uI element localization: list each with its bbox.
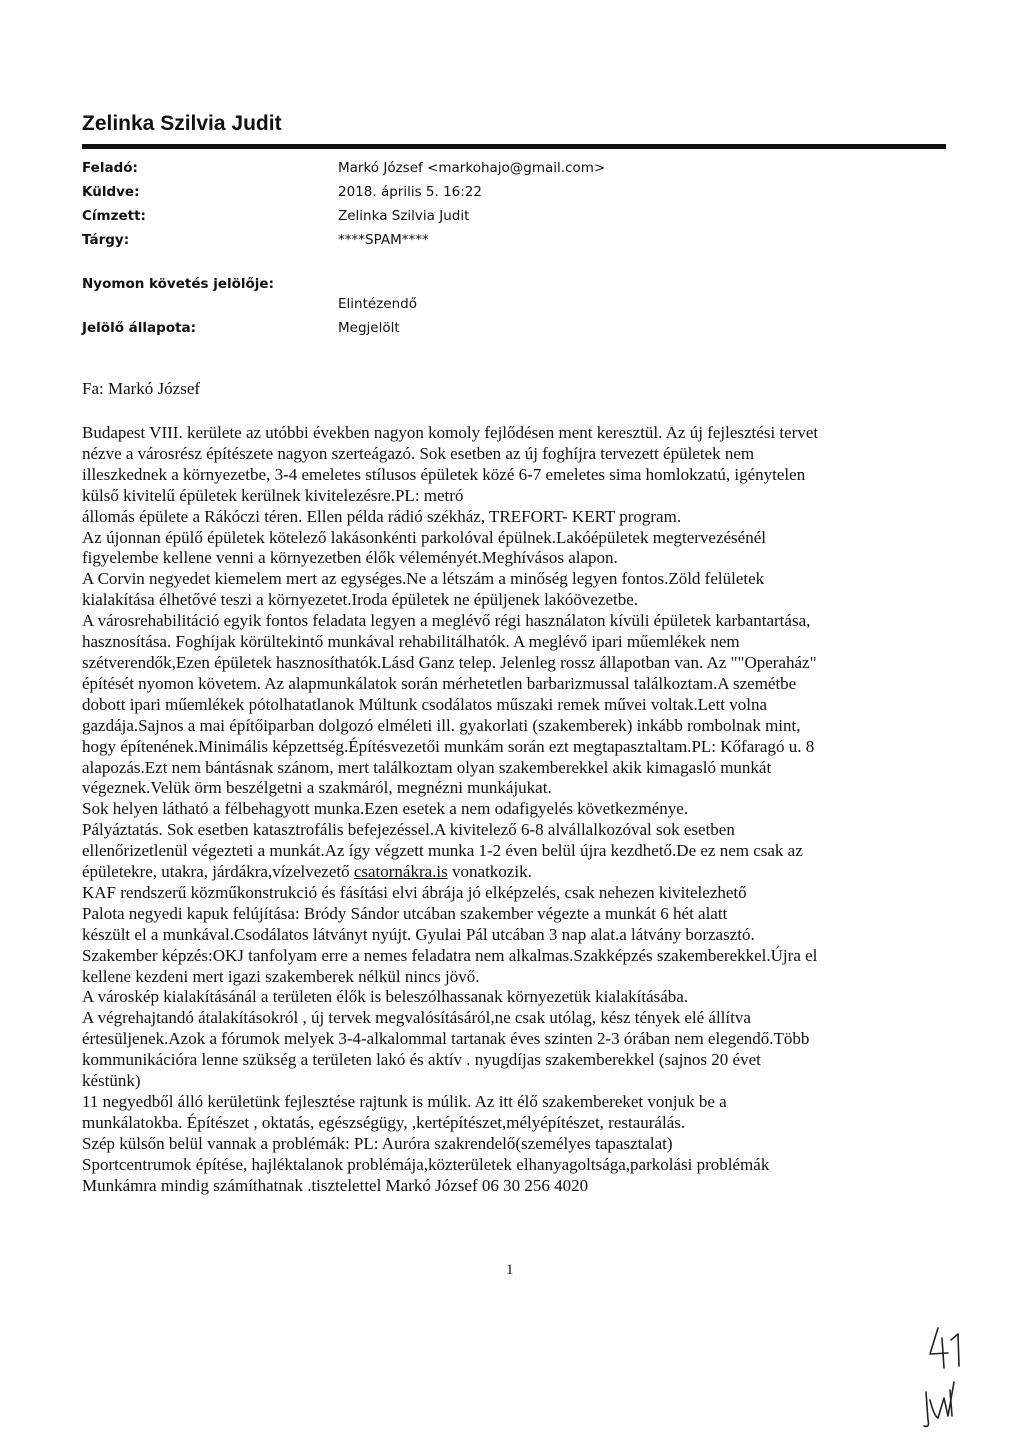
status-value: Megjelölt (338, 320, 400, 336)
body-line: kellene kezdeni mert igazi szakemberek nélkül nincs jövő. (82, 966, 480, 986)
body-line: Szakember képzés:OKJ tanfolyam erre a nemes feladatra nem alkalmas.Szakképzés szakemberekkel.Újra el (82, 945, 818, 965)
tracking-value: Elintézendő (338, 296, 417, 312)
link-suffix: vonatkozik. (447, 862, 532, 882)
recipient-label: Címzett: (82, 208, 146, 224)
body-line: Budapest VIII. kerülete az utóbbi években nagyon komoly fejlődésen ment keresztül. Az új fejlesztési tervet (82, 423, 819, 442)
body-line: végeznek.Velük örm beszélgetni a szakmáról, megnézni munkájukat. (82, 778, 552, 798)
link-prefix: épületekre, utakra, járdákra,vízelvezető (82, 862, 354, 882)
body-line: ellenőrizetlenül végezteti a munkát.Az így végzett munka 1-2 éven belül újra kezdhető.De ez nem csak az (82, 841, 803, 861)
body-line: építését nyomon követem. Az alapmunkálatok során mérhetetlen barbarizmussal találkoztam.A szemétbe (82, 673, 797, 693)
body-line: A városrehabilitáció egyik fontos feladata legyen a meglévő régi használaton kívüli épületek karbantartása, (82, 611, 811, 631)
body-line: Pályáztatás. Sok esetben katasztrofális befejezéssel.A kivitelező 6-8 alvállalkozóval sok esetben (82, 820, 735, 840)
body-line: külső kivitelű épületek kerülnek kivitelezésre.PL: metró (82, 485, 464, 505)
sent-label: Küldve: (82, 184, 140, 200)
sender-value: Markó József <markohajo@gmail.com> (338, 160, 606, 176)
subject-value: ****SPAM**** (338, 232, 429, 248)
body-line: Palota negyedi kapuk felújítása: Bródy Sándor utcában szakember végezte a munkát 6 hét alatt (82, 903, 728, 923)
body-line: Munkámra mindig számíthatnak .tisztelettel Markó József 06 30 256 4020 (82, 1175, 589, 1195)
page-number: 1 (506, 1262, 514, 1278)
body-line: hasznosítása. Foghíjak körültekintő munkával rehabilitálhatók. A meglévő ipari műemlékek nem (82, 632, 740, 652)
body-line: 11 negyedből álló kerületünk fejlesztése rajtunk is múlik. Az itt élő szakembereket vonjuk be a (82, 1092, 727, 1111)
tracking-label: Nyomon követés jelölője: (82, 276, 274, 292)
sent-value: 2018. április 5. 16:22 (338, 184, 482, 200)
recipient-value: Zelinka Szilvia Judit (338, 208, 470, 224)
body-line: nézve a városrész építészete nagyon szerteágazó. Sok esetben az új foghíjra tervezett épületek nem (82, 443, 755, 463)
body-line: A Corvin negyedet kiemelem mert az egységes.Ne a létszám a minőség legyen fontos.Zöld felületek (82, 569, 765, 589)
body-line: munkálatokba. Építészet , oktatás, egészségügy, ,kertépítészet,mélyépítészet, restaurálás. (82, 1112, 686, 1132)
body-line: Sportcentrumok építése, hajléktalanok problémája,közterületek elhanyagoltsága,parkolási problémák (82, 1154, 770, 1174)
body-line: készült el a munkával.Csodálatos látványt nyújt. Gyulai Pál utcában 3 nap alat.a látvány borzasztó. (82, 924, 755, 944)
body-line: gazdája.Sajnos a mai építőiparban dolgozó elméleti ill. gyakorlati (szakemberek) inkább rombolnak mint, (82, 715, 801, 735)
body-line: alapozás.Ezt nem bántásnak szánom, mert találkoztam olyan szakemberekkel akik kimagasló munkát (82, 757, 772, 777)
body-line: Sok helyen látható a félbehagyott munka.Ezen esetek a nem odafigyelés következménye. (82, 799, 689, 819)
body-line: KAF rendszerű közműkonstrukció és fásítási elvi ábrája jó elképzelés, csak nehezen kivitelezhető (82, 882, 747, 902)
handwritten-initials-mark (918, 1320, 998, 1440)
channel-link[interactable]: csatornákra.is (353, 862, 448, 882)
body-line: hogy építenének.Minimális képzettség.Építésvezetői munkám során ezt megtapasztaltam.PL: Kőfaragó u. 8 (82, 736, 815, 756)
body-line: Az újonnan épülő épületek kötelező lakásonkénti parkolóval épülnek.Lakóépületek megtervezésénél (82, 527, 766, 547)
from-line: Fa: Markó József (82, 379, 201, 398)
document-title: Zelinka Szilvia Judit (82, 112, 282, 135)
body-line: kialakítása élhetővé teszi a környezetet.Iroda épületek ne épüljenek lakóövezetbe. (82, 590, 639, 610)
subject-label: Tárgy: (82, 232, 130, 248)
body-line: dobott ipari műemlékek pótolhatatlanok Múltunk csodálatos műszaki remek művei voltak.Lett volna (82, 694, 768, 714)
sender-label: Feladó: (82, 160, 138, 176)
letter-body (82, 423, 962, 1197)
title-rule (82, 144, 946, 149)
body-line: A végrehajtandó átalakításokról , új tervek megvalósításáról,ne csak utólag, kész tények elé állítva (82, 1008, 751, 1028)
body-line: figyelembe kellene venni a környezetben élők véleményét.Meghívásos alapon. (82, 548, 618, 568)
body-line: Szép külsőn belül vannak a problémák: PL: Auróra szakrendelő(személyes tapasztalat) (82, 1133, 673, 1153)
body-line: késtünk) (82, 1071, 141, 1091)
body-line-with-link (82, 862, 962, 883)
body-line: szétverendők,Ezen épületek hasznosíthatók.Lásd Ganz telep. Jelenleg rossz állapotban van. Az ""Operaház" (82, 652, 817, 672)
body-line: illeszkednek a környezetbe, 3-4 emeletes stílusos épületek közé 6-7 emeletes sima homlokzatú, igénytelen (82, 464, 806, 484)
body-line: A városkép kialakításánál a területen élők is beleszólhassanak környezetük kialakításába. (82, 987, 689, 1007)
body-line: állomás épülete a Rákóczi téren. Ellen példa rádió székház, TREFORT- KERT program. (82, 506, 682, 526)
body-line: értesüljenek.Azok a fórumok melyek 3-4-alkalommal tartanak éves szinten 2-3 órában nem elegendő.Több (82, 1029, 810, 1049)
body-line: kommunikációra lenne szükség a területen lakó és aktív . nyugdíjas szakemberekkel (sajnos 20 évet (82, 1050, 761, 1070)
status-label: Jelölő állapota: (82, 320, 197, 336)
